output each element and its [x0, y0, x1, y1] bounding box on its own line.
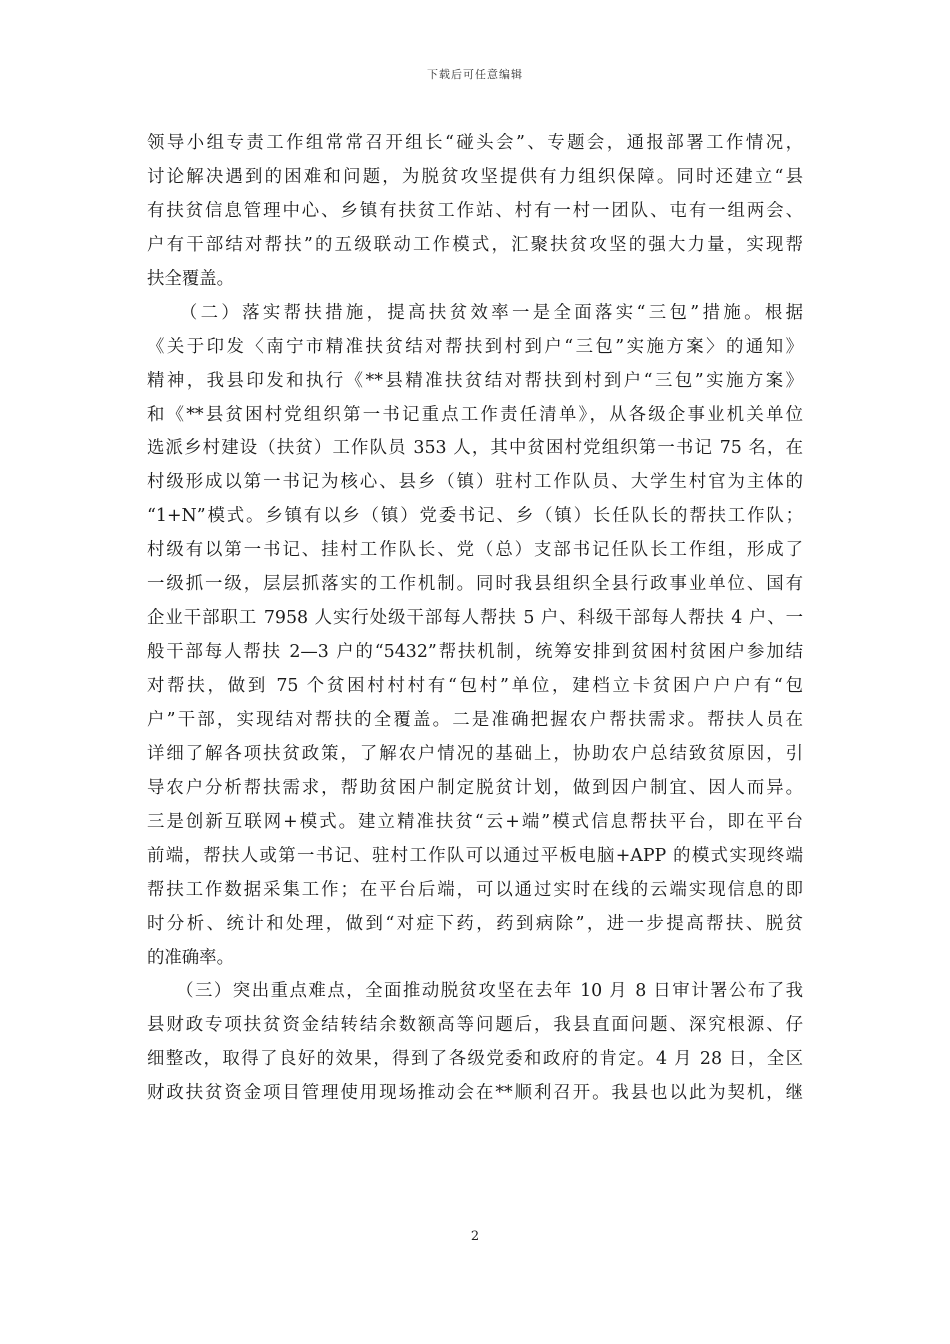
text-line: 选派乡村建设（扶贫）工作队员 353 人，其中贫困村党组织第一书记 75 名，在 — [147, 438, 803, 459]
text-line: 帮扶工作数据采集工作；在平台后端，可以通过实时在线的云端实现信息的即 — [147, 879, 803, 900]
text-line: 扶全覆盖。 — [147, 268, 234, 289]
text-line: 时分析、统计和处理，做到“对症下药，药到病除”，进一步提高帮扶、脱贫 — [147, 913, 803, 934]
text-line: 财政扶贫资金项目管理使用现场推动会在**顺利召开。我县也以此为契机，继 — [147, 1083, 803, 1104]
text-line: 精神，我县印发和执行《**县精准扶贫结对帮扶到村到户“三包”实施方案》 — [147, 370, 803, 391]
text-line: 户”干部，实现结对帮扶的全覆盖。二是准确把握农户帮扶需求。帮扶人员在 — [147, 709, 803, 730]
text-line: 有扶贫信息管理中心、乡镇有扶贫工作站、村有一村一团队、屯有一组两会、 — [147, 200, 803, 221]
text-line: （三）突出重点难点，全面推动脱贫攻坚在去年 10 月 8 日审计署公布了我 — [147, 981, 803, 1002]
text-line: “1+N”模式。乡镇有以乡（镇）党委书记、乡（镇）长任队长的帮扶工作队； — [147, 506, 803, 527]
paragraph-1 — [147, 127, 803, 297]
text-line: 三是创新互联网+模式。建立精准扶贫“云+端”模式信息帮扶平台，即在平台 — [147, 811, 803, 832]
text-line: 和《**县贫困村党组织第一书记重点工作责任清单》，从各级企事业机关单位 — [147, 404, 803, 425]
text-line: （二）落实帮扶措施，提高扶贫效率一是全面落实“三包”措施。根据 — [147, 302, 803, 323]
text-line: 导农户分析帮扶需求，帮助贫困户制定脱贫计划，做到因户制宜、因人而异。 — [147, 777, 803, 798]
text-line: 村级有以第一书记、挂村工作队长、党（总）支部书记任队长工作组，形成了 — [147, 540, 803, 561]
text-line: 企业干部职工 7958 人实行处级干部每人帮扶 5 户、科级干部每人帮扶 4 户、一 — [147, 608, 803, 629]
page-number: 2 — [470, 1229, 480, 1244]
text-line: 县财政专项扶贫资金结转结余数额高等问题后，我县直面问题、深究根源、仔 — [147, 1015, 803, 1036]
text-line: 前端，帮扶人或第一书记、驻村工作队可以通过平板电脑+APP 的模式实现终端 — [147, 845, 803, 866]
text-line: 一级抓一级，层层抓落实的工作机制。同时我县组织全县行政事业单位、国有 — [147, 574, 803, 595]
text-line: 详细了解各项扶贫政策，了解农户情况的基础上，协助农户总结致贫原因，引 — [147, 743, 803, 764]
text-line: 的准确率。 — [147, 947, 234, 968]
paragraph-3 — [147, 975, 803, 1111]
document-body — [147, 127, 803, 1111]
text-line: 村级形成以第一书记为核心、县乡（镇）驻村工作队员、大学生村官为主体的 — [147, 472, 803, 493]
text-line: 对帮扶，做到 75 个贫困村村村有“包村”单位，建档立卡贫困户户户有“包 — [147, 676, 803, 696]
page-header: 下载后可任意编辑 — [427, 68, 523, 81]
text-line: 讨论解决遇到的困难和问题，为脱贫攻坚提供有力组织保障。同时还建立“县 — [147, 166, 803, 187]
paragraph-2 — [147, 297, 803, 976]
text-line: 户有干部结对帮扶”的五级联动工作模式，汇聚扶贫攻坚的强大力量，实现帮 — [147, 234, 803, 255]
text-line: 细整改，取得了良好的效果，得到了各级党委和政府的肯定。4 月 28 日，全区 — [147, 1049, 803, 1070]
text-line: 领导小组专责工作组常常召开组长“碰头会”、专题会，通报部署工作情况， — [147, 133, 803, 153]
text-line: 《关于印发〈南宁市精准扶贫结对帮扶到村到户“三包”实施方案〉的通知》 — [147, 336, 803, 357]
text-line: 般干部每人帮扶 2—3 户的“5432”帮扶机制，统筹安排到贫困村贫困户参加结 — [147, 642, 803, 663]
